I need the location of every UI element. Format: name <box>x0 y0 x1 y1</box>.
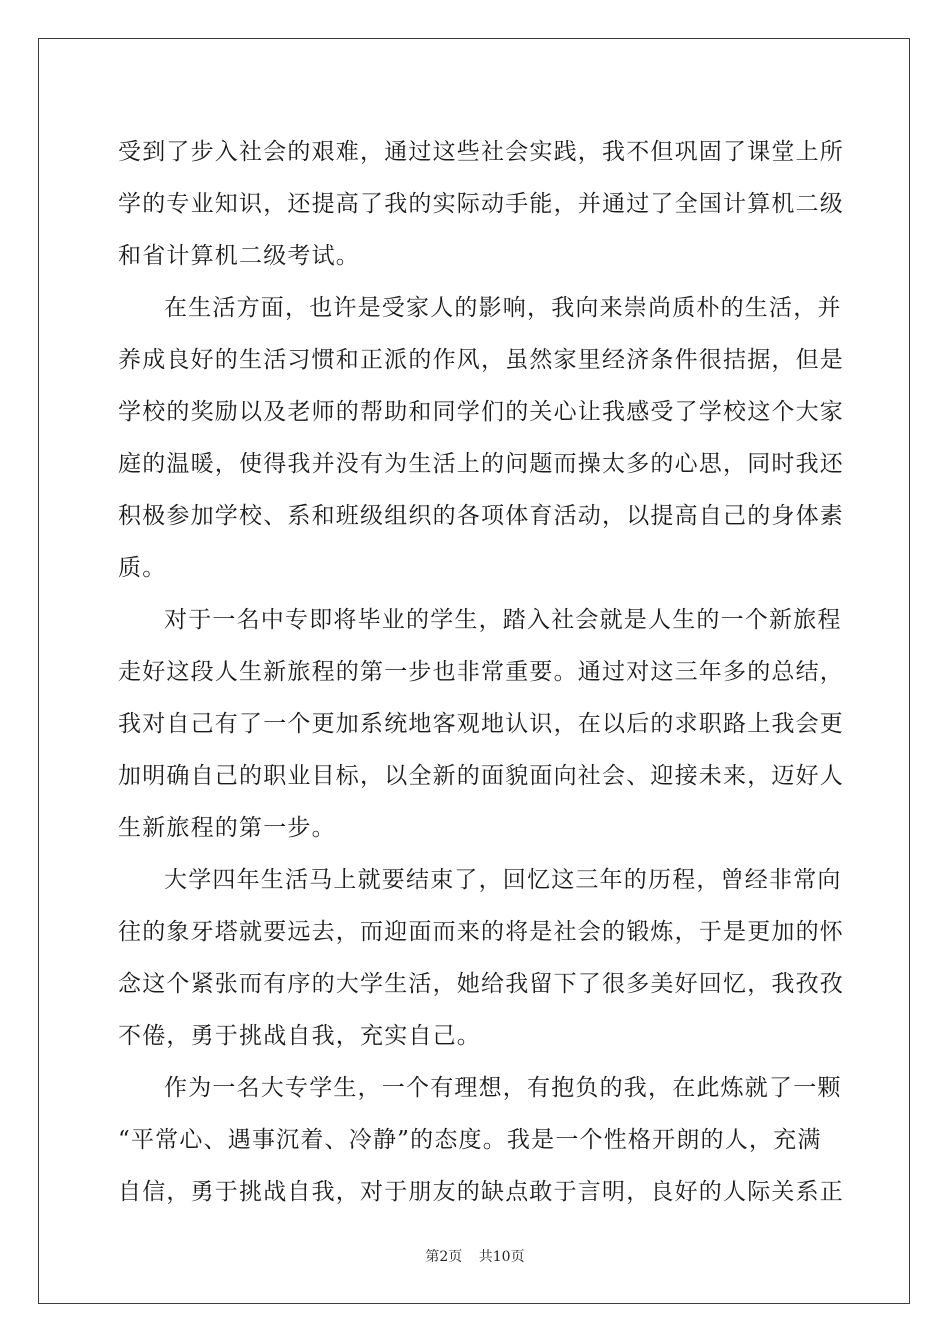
paragraph <box>118 126 844 282</box>
text-line: 对于一名中专即将毕业的学生，踏入社会就是人生的一个新旅程 <box>164 607 842 633</box>
text-line: 我对自己有了一个更加系统地客观地认识，在以后的求职路上我会更 <box>118 711 844 737</box>
text-line: 受到了步入社会的艰难，通过这些社会实践，我不但巩固了课堂上所 <box>118 139 844 165</box>
document-body <box>118 126 844 1218</box>
text-line: 念这个紧张而有序的大学生活，她给我留下了很多美好回忆，我孜孜 <box>118 971 844 997</box>
page-footer <box>0 1246 950 1266</box>
text-line: 生新旅程的第一步。 <box>118 815 336 841</box>
text-line: 养成良好的生活习惯和正派的作风，虽然家里经济条件很拮据，但是 <box>118 347 844 373</box>
paragraph <box>118 1062 844 1218</box>
text-line: 作为一名大专学生，一个有理想，有抱负的我，在此炼就了一颗 <box>164 1075 842 1101</box>
text-line: 在生活方面，也许是受家人的影响，我向来崇尚质朴的生活，并 <box>164 295 842 321</box>
page-number: 第2页 <box>425 1249 463 1265</box>
page-total: 共10页 <box>478 1249 525 1265</box>
text-line: 加明确自己的职业目标，以全新的面貌面向社会、迎接未来，迈好人 <box>118 763 844 789</box>
text-line: 走好这段人生新旅程的第一步也非常重要。通过对这三年多的总结， <box>118 659 844 685</box>
text-line: 质。 <box>118 555 167 581</box>
text-line: 学的专业知识，还提高了我的实际动手能，并通过了全国计算机二级 <box>118 191 844 217</box>
text-line: 学校的奖励以及老师的帮助和同学们的关心让我感受了学校这个大家 <box>118 399 844 425</box>
text-line: 庭的温暖，使得我并没有为生活上的问题而操太多的心思，同时我还 <box>118 451 844 477</box>
paragraph <box>118 854 844 1062</box>
paragraph <box>118 282 844 594</box>
text-line: 往的象牙塔就要远去，而迎面而来的将是社会的锻炼，于是更加的怀 <box>118 919 844 945</box>
text-line: “平常心、遇事沉着、冷静”的态度。我是一个性格开朗的人，充满 <box>118 1127 822 1153</box>
text-line: 积极参加学校、系和班级组织的各项体育活动，以提高自己的身体素 <box>118 503 844 529</box>
paragraph <box>118 594 844 854</box>
text-line: 自信，勇于挑战自我，对于朋友的缺点敢于言明，良好的人际关系正 <box>118 1179 844 1205</box>
text-line: 大学四年生活马上就要结束了，回忆这三年的历程，曾经非常向 <box>164 867 842 893</box>
text-line: 不倦，勇于挑战自我，充实自己。 <box>118 1023 481 1049</box>
text-line: 和省计算机二级考试。 <box>118 243 360 269</box>
